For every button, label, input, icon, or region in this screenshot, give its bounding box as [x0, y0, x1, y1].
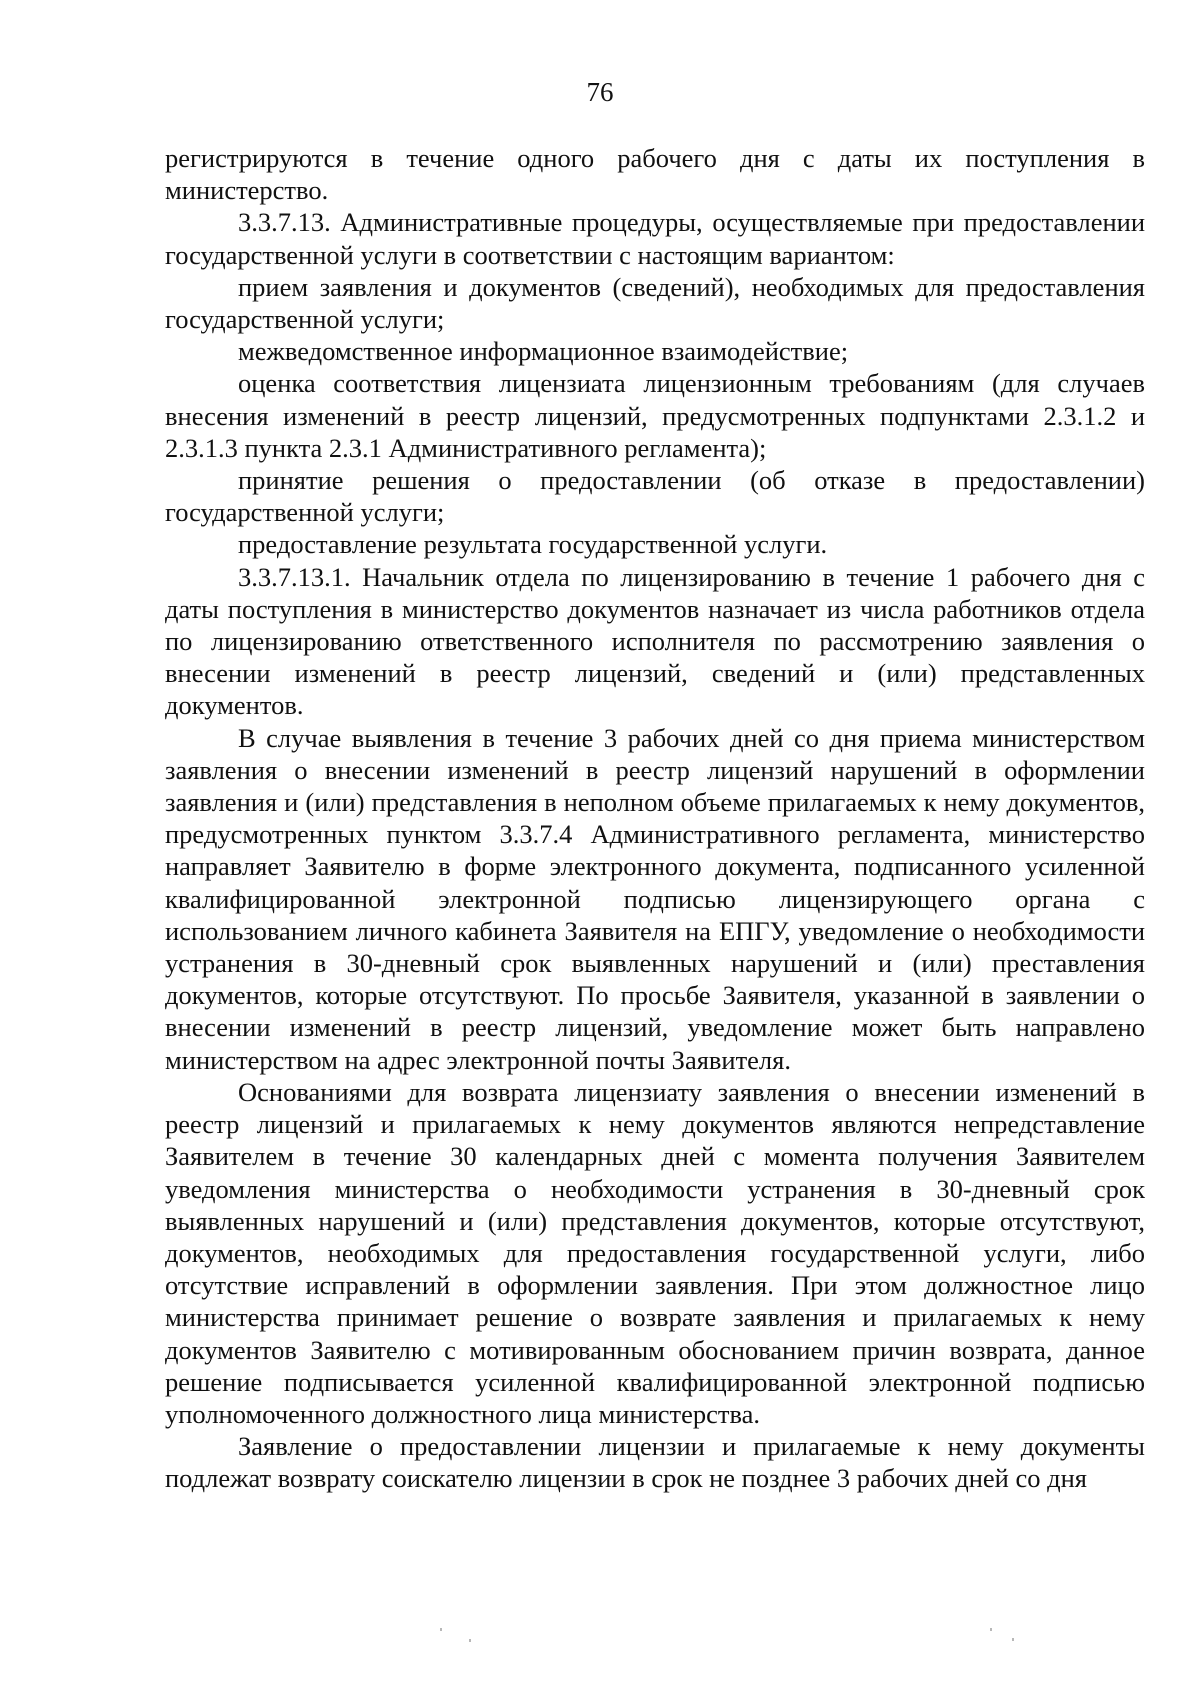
scan-mark [440, 1628, 442, 1631]
scan-mark [990, 1628, 992, 1631]
paragraph-return-grounds: Основаниями для возврата лицензиату заявления о внесении изменений в реестр лицензий и прилагаемых к нему документов являются непредставление Заявителем в течение 30 календарных дней с момента получения Заявителем уведомления министерства о необходимости устранения в 30-дневный срок выявленных нарушений и (или) представления документов, которые отсутствуют, документов, необходимых для предоставления государственной услуги, либо отсутствие исправлений в оформлении заявления. При этом должностное лицо министерства принимает решение о возврате заявления и прилагаемых к нему документов Заявителю с мотивированным обоснованием причин возврата, данное решение подписывается усиленной квалифицированной электронной подписью уполномоченного должностного лица министерства. [165, 1076, 1145, 1429]
paragraph-section-3-3-7-13-1: 3.3.7.13.1. Начальник отдела по лицензированию в течение 1 рабочего дня с даты поступления в министерство документов назначает из числа работников отдела по лицензированию ответственного исполнителя по рассмотрению заявления о внесении изменений в реестр лицензий, сведений и (или) представленных документов. [165, 561, 1145, 721]
document-body [165, 142, 1145, 1495]
paragraph-license-return: Заявление о предоставлении лицензии и прилагаемые к нему документы подлежат возврату соискателю лицензии в срок не позднее 3 рабочих дней со дня [165, 1431, 1145, 1494]
paragraph-continuation: регистрируются в течение одного рабочего дня с даты их поступления в министерство. [165, 143, 1145, 206]
paragraph-violations-notice: В случае выявления в течение 3 рабочих дней со дня приема министерством заявления о внесении изменений в реестр лицензий нарушений в оформлении заявления и (или) представления в неполном объеме прилагаемых к нему документов, предусмотренных пунктом 3.3.7.4 Административного регламента, министерство направляет Заявителю в форме электронного документа, подписанного усиленной квалифицированной электронной подписью лицензирующего органа с использованием личного кабинета Заявителя на ЕПГУ, уведомление о необходимости устранения в 30-дневный срок выявленных нарушений и (или) преставления документов, которые отсутствуют. По просьбе Заявителя, указанной в заявлении о внесении изменений в реестр лицензий, уведомление может быть направлено министерством на адрес электронной почты Заявителя. [165, 722, 1145, 1075]
paragraph-procedure-result: предоставление результата государственной услуги. [238, 529, 828, 560]
paragraph-procedure-reception: прием заявления и документов (сведений), необходимых для предоставления государственной услуги; [165, 271, 1145, 335]
paragraph-procedure-decision: принятие решения о предоставлении (об отказе в предоставлении) государственной услуги; [165, 465, 1145, 528]
paragraph-procedure-interagency: межведомственное информационное взаимодействие; [238, 336, 849, 367]
scan-mark [1012, 1638, 1014, 1641]
page-number: 76 [586, 77, 614, 107]
scan-mark [469, 1639, 471, 1642]
paragraph-section-3-3-7-13: 3.3.7.13. Административные процедуры, осуществляемые при предоставлении государственной услуги в соответствии с настоящим вариантом: [165, 207, 1145, 270]
paragraph-procedure-assessment: оценка соответствия лицензиата лицензионным требованиям (для случаев внесения изменений в реестр лицензий, предусмотренных подпунктами 2.3.1.2 и 2.3.1.3 пункта 2.3.1 Административного регламента); [165, 368, 1145, 463]
